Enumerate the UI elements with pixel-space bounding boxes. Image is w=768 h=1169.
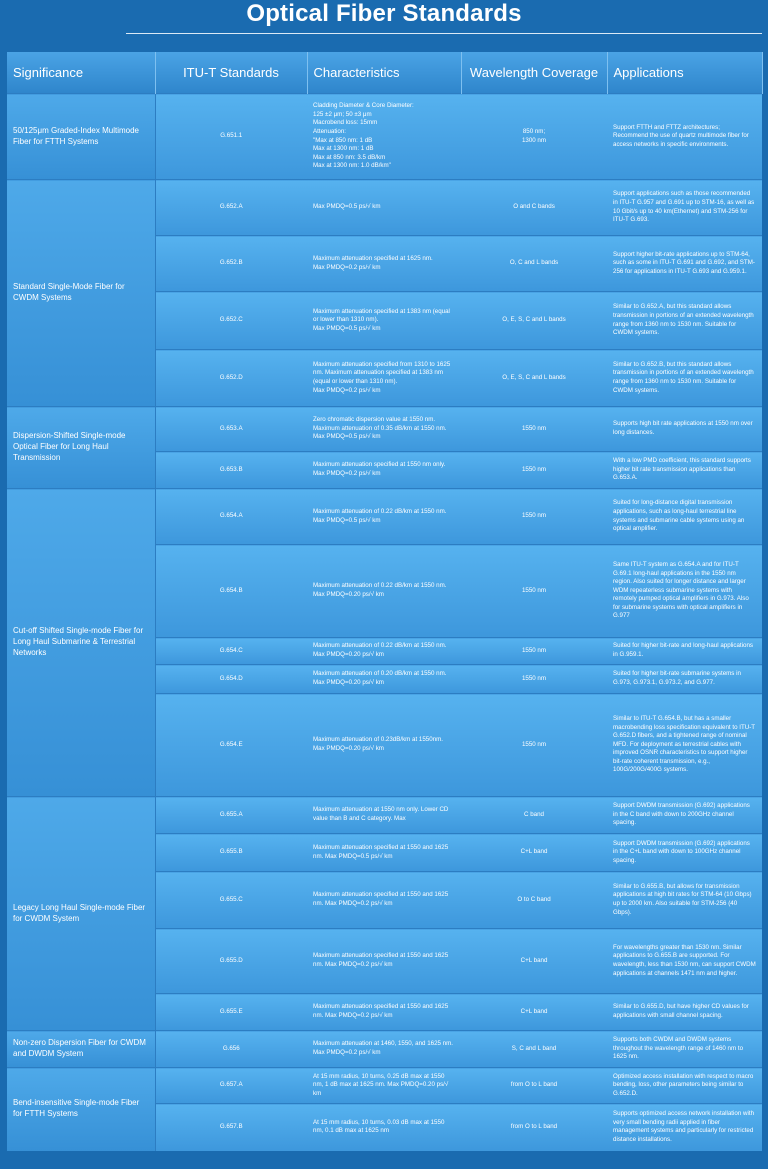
applications-cell: Supports both CWDM and DWDM systems throughout the wavelength range of 1460 nm to 1625 nm. [607,1031,762,1068]
characteristics-cell [307,236,461,292]
characteristics-cell [307,638,461,665]
table-row [7,1068,762,1104]
standard-cell: G.654.C [155,638,307,665]
characteristic-line: Maximum attenuation of 0.20 dB/km at 1550 nm. [313,670,447,678]
characteristic-line: Maximum attenuation of 0.23dB/km at 1550nm. [313,736,444,744]
wavelength-line: C+L band [520,848,548,856]
standard-cell: G.655.B [155,834,307,872]
standard-cell: G.655.D [155,929,307,994]
wavelength-line: O, C and L bands [509,259,559,267]
characteristics-cell [307,1031,461,1068]
wavelength-line: 1550 nm [521,512,547,520]
wavelength-cell [461,797,607,834]
characteristic-line: Max at 1300 nm: 1.0 dB/km" [313,162,391,170]
characteristic-line: At 15 mm radius, 10 turns, 0.03 dB max at 1550 nm, 0.1 dB max at 1625 nm [313,1118,445,1135]
characteristic-line: Maximum attenuation specified at 1550 and 1625 nm. Max PMDQ=0.2 ps/√ km [313,891,449,907]
characteristic-line: Max at 1300 nm: 1 dB [313,145,374,153]
wavelength-cell [461,872,607,929]
characteristics-cell [307,872,461,929]
characteristic-line: Max PMDQ=0.20 ps/√ km [313,651,384,658]
significance-cell: Non-zero Dispersion Fiber for CWDM and DWDM System [7,1031,155,1068]
table-row [7,180,762,236]
wavelength-line: 1550 nm [521,674,547,682]
wavelength-line: 1550 nm [521,424,547,432]
characteristic-line: Cladding Diameter & Core Diameter: [313,102,414,110]
col-header-characteristics: Characteristics [307,52,461,94]
standard-cell: G.652.B [155,236,307,292]
col-header-applications: Applications [607,52,762,94]
characteristic-line: Max PMDQ=0.20 ps/√ km [313,679,384,686]
wavelength-cell [461,350,607,407]
wavelength-line: 1550 nm [521,465,547,473]
standard-cell: G.655.A [155,797,307,834]
wavelength-cell [461,638,607,665]
table-row [7,797,762,834]
characteristic-line: Maximum attenuation specified at 1550 nm only. Max PMDQ=0.2 ps/√ km [313,461,446,477]
applications-cell: Similar to G.655.B, but allows for transmission applications at high bit rates for STM-64 (10 Gbps) up to 2000 km. Also suitable for STM-256 (40 Gbps). [607,872,762,929]
characteristics-cell [307,180,461,236]
wavelength-line: 1300 nm [521,136,547,144]
applications-cell: Similar to G.652.B, but this standard allows transmission in portions of an extended wavelength range from 1360 nm to 1530 nm. Suitable for CWDM systems. [607,350,762,407]
standard-cell: G.651.1 [155,94,307,180]
characteristic-line: Maximum attenuation of 0.22 dB/km at 1550 nm. [313,642,447,650]
characteristics-cell [307,797,461,834]
characteristic-line: Maximum attenuation of 0.22 dB/km at 1550 nm. [313,507,447,515]
characteristic-line: Maximum attenuation specified at 1550 and 1625 nm. Max PMDQ=0.2 ps/√ km [313,1003,449,1019]
significance-cell: Standard Single-Mode Fiber for CWDM Systems [7,180,155,407]
applications-cell: With a low PMD coefficient, this standard supports higher bit rate transmission applications than G.653.A. [607,452,762,489]
wavelength-cell [461,94,607,180]
wavelength-line: O, E, S, C and L bands [502,373,566,381]
wavelength-cell [461,452,607,489]
wavelength-line: from O to L band [510,1122,558,1130]
wavelength-line: C+L band [520,1007,548,1015]
characteristic-line: Attenuation: [313,127,347,135]
significance-cell: Bend-insensitive Single-mode Fiber for FTTH Systems [7,1068,155,1151]
characteristic-line: At 15 mm radius, 10 turns, 0.25 dB max at 1550 nm, 1 dB max at 1625 nm. Max PMDQ=0.20 ps/√ km [313,1072,449,1097]
wavelength-cell [461,489,607,545]
standard-cell: G.657.A [155,1068,307,1104]
wavelength-cell [461,665,607,694]
characteristic-line: Maximum attenuation specified at 1550 and 1625 nm. Max PMDQ=0.2 ps/√ km [313,952,449,968]
characteristic-line: "Max at 850 nm: 1 dB [313,136,373,144]
characteristic-line: Maximum attenuation specified at 1550 and 1625 nm. Max PMDQ=0.5 ps/√ km [313,843,449,860]
standard-cell: G.654.A [155,489,307,545]
table-row [7,489,762,545]
applications-cell: Support higher bit-rate applications up to STM-64, such as some in ITU-T G.691 and G.692, and STM-256 for applications in ITU-T G.693 and G.959.1. [607,236,762,292]
characteristics-cell [307,350,461,407]
characteristics-cell [307,1068,461,1104]
characteristics-cell [307,1104,461,1151]
wavelength-line: S, C and L band [511,1044,557,1052]
applications-cell: Suited for long-distance digital transmission applications, such as long-haul terrestrial line systems and submarine cable systems using an optical amplifier. [607,489,762,545]
characteristic-line: Maximum attenuation at 1550 nm only. Lower CD value than B and C category. Max [313,806,449,822]
wavelength-cell [461,292,607,350]
applications-cell: Optimized access installation with respect to macro bending, loss, other parameters being similar to G.652.D. [607,1068,762,1104]
applications-cell: Support DWDM transmission (G.692) applications in the C+L band with down to 100GHz channel spacing. [607,834,762,872]
standard-cell: G.656 [155,1031,307,1068]
characteristic-line: Maximum attenuation at 1460, 1550, and 1625 nm. Max PMDQ=0.2 ps/√ km [313,1040,453,1056]
applications-cell: Support applications such as those recommended in ITU-T G.957 and G.691 up to STM-16, as well as 10 Gbit/s up to 40 km(Ethernet) and STM-256 for ITU-T G.693. [607,180,762,236]
characteristics-cell [307,292,461,350]
characteristics-cell [307,665,461,694]
col-header-significance: Significance [7,52,155,94]
wavelength-cell [461,1068,607,1104]
wavelength-line: O to C band [517,895,551,903]
standard-cell: G.652.C [155,292,307,350]
wavelength-cell [461,834,607,872]
standard-cell: G.654.D [155,665,307,694]
characteristic-line: Max PMDQ=0.5 ps/√ km [313,203,381,211]
applications-cell: Similar to ITU-T G.654.B, but has a smaller macrobending loss specification equivalent to ITU-T G.652.D fibers, and a tightened range of nominal MFD. For deployment as terrestrial cables with improved OSNR characteristics to support higher bit-rate coherent transmission, e.g., 100G/200G/400G systems. [607,694,762,797]
standard-cell: G.655.C [155,872,307,929]
characteristic-line: Max PMDQ=0.20 ps/√ km [313,745,384,752]
page-title: Optical Fiber Standards [246,0,522,27]
characteristic-line: Max at 850 nm: 3.5 dB/km [313,153,386,161]
table-row [7,407,762,452]
standard-cell: G.653.A [155,407,307,452]
standard-cell: G.654.B [155,545,307,638]
table-row [7,1031,762,1068]
characteristic-line: Max PMDQ=0.5 ps/√ km [313,516,381,524]
applications-cell: Supports high bit rate applications at 1550 nm over long distances. [607,407,762,452]
applications-cell: Support FTTH and FTTZ architectures; Recommend the use of quartz multimode fiber for access networks in specific environments. [607,94,762,180]
characteristics-cell [307,489,461,545]
wavelength-line: 1550 nm [521,586,547,594]
title-divider [126,33,762,34]
wavelength-line: C+L band [520,956,548,964]
characteristics-cell [307,94,461,180]
characteristic-line: Max PMDQ=0.2 ps/√ km [313,263,381,271]
wavelength-cell [461,1031,607,1068]
characteristics-cell [307,545,461,638]
applications-cell: For wavelengths greater than 1530 nm. Similar applications to G.655.B are supported. For wavelength, less than 1530 nm, can support CWDM applications at channels 1471 nm and higher. [607,929,762,994]
wavelength-line: from O to L band [510,1081,558,1089]
standard-cell: G.654.E [155,694,307,797]
characteristic-line: Max PMDQ=0.5 ps/√ km [313,324,381,332]
wavelength-line: 1550 nm [521,646,547,654]
characteristic-line: Macrobend loss: 15mm [313,119,378,127]
characteristic-line: Zero chromatic dispersion value at 1550 nm. Maximum attenuation of 0.35 dB/km at 1550 nm. Max PMDQ=0.5 ps/√ km [313,416,447,441]
wavelength-line: O and C bands [513,203,555,211]
applications-cell: Similar to G.655.D, but have higher CD values for applications with small channel spacing. [607,994,762,1031]
standard-cell: G.653.B [155,452,307,489]
applications-cell: Support DWDM transmission (G.692) applications in the C band with down to 200GHz channel spacing. [607,797,762,834]
wavelength-line: 1550 nm [521,740,547,748]
table-row [7,94,762,180]
characteristic-line: Maximum attenuation of 0.22 dB/km at 1550 nm. [313,582,447,590]
significance-cell: 50/125μm Graded-Index Multimode Fiber for FTTH Systems [7,94,155,180]
characteristics-cell [307,452,461,489]
table-header [7,52,762,94]
standard-cell: G.655.E [155,994,307,1031]
significance-cell: Cut-off Shifted Single-mode Fiber for Long Haul Submarine & Terrestrial Networks [7,489,155,797]
wavelength-cell [461,180,607,236]
significance-cell: Dispersion-Shifted Single-mode Optical Fiber for Long Haul Transmission [7,407,155,489]
applications-cell: Similar to G.652.A, but this standard allows transmission in portions of an extended wavelength range from 1360 nm to 1530 nm. Suitable for CWDM systems. [607,292,762,350]
characteristic-line: Maximum attenuation specified from 1310 to 1625 nm. Maximum attenuation specified at 1383 nm (equal or lower than 1310 nm). [313,360,451,385]
characteristics-cell [307,407,461,452]
characteristic-line: Maximum attenuation specified at 1625 nm. [313,254,433,262]
standard-cell: G.652.A [155,180,307,236]
wavelength-cell [461,236,607,292]
wavelength-cell [461,1104,607,1151]
applications-cell: Suited for higher bit-rate submarine systems in G.973, G.973.1, G.973.2, and G.977. [607,665,762,694]
applications-cell: Supports optimized access network installation with very small bending radii applied in fiber management systems and particularly for restricted distance installations. [607,1104,762,1151]
standard-cell: G.652.D [155,350,307,407]
wavelength-cell [461,694,607,797]
applications-cell: Same ITU-T system as G.654.A and for ITU-T G.69.1 long-haul applications in the 1550 nm region. Also suited for longer distance and larger WDM repeaterless submarine systems with remotely pumped optical amplifiers in G.973. Also for submarine systems with optical amplifiers in G.977 [607,545,762,638]
characteristics-cell [307,834,461,872]
applications-cell: Suited for higher bit-rate and long-haul applications in G.959.1. [607,638,762,665]
wavelength-cell [461,929,607,994]
characteristics-cell [307,929,461,994]
wavelength-cell [461,407,607,452]
wavelength-line: C band [524,810,544,818]
characteristic-line: 125 ±2 μm; 50 ±3 μm [313,110,372,118]
col-header-wavelength: Wavelength Coverage [461,52,607,94]
col-header-itu-standards: ITU-T Standards [155,52,307,94]
wavelength-line: O, E, S, C and L bands [502,316,566,324]
wavelength-line: 850 nm; [522,127,546,135]
characteristics-cell [307,694,461,797]
characteristic-line: Maximum attenuation specified at 1383 nm (equal or lower than 1310 nm). [313,307,450,324]
standard-cell: G.657.B [155,1104,307,1151]
wavelength-cell [461,994,607,1031]
table-body [7,94,762,1151]
characteristics-cell [307,994,461,1031]
significance-cell: Legacy Long Haul Single-mode Fiber for CWDM System [7,797,155,1031]
wavelength-cell [461,545,607,638]
characteristic-line: Max PMDQ=0.20 ps/√ km [313,591,384,598]
characteristic-line: Max PMDQ=0.2 ps/√ km [313,386,381,394]
standards-table [7,52,763,1151]
